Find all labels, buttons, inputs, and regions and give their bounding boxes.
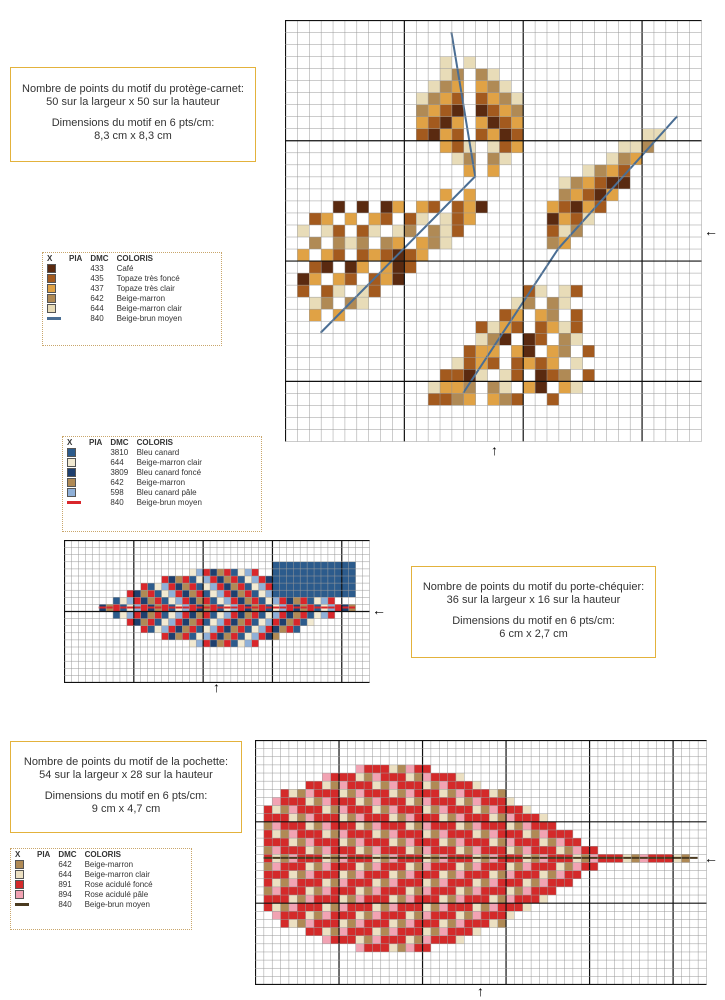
legend-swatch bbox=[11, 880, 33, 890]
chart2-arrow-right: ← bbox=[372, 602, 386, 618]
motif3-dim-line2: 9 cm x 4,7 cm bbox=[91, 803, 161, 815]
legend-pia bbox=[33, 860, 54, 870]
color-swatch bbox=[15, 870, 24, 879]
legend-row bbox=[63, 488, 206, 498]
legend-swatch bbox=[43, 304, 65, 314]
motif3-count-line2: 54 sur la largeur x 28 sur la hauteur bbox=[39, 769, 213, 781]
motif1-info bbox=[10, 67, 256, 162]
legend-pia bbox=[65, 264, 86, 274]
legend-swatch bbox=[63, 448, 85, 458]
legend-row bbox=[43, 314, 186, 324]
legend-dmc: 642 bbox=[58, 860, 72, 869]
legend-pia bbox=[65, 304, 86, 314]
grid-lines bbox=[64, 540, 370, 683]
motif3-count-line1: Nombre de points du motif de la pochette: bbox=[23, 756, 229, 768]
legend-row bbox=[43, 284, 186, 294]
legend-pia bbox=[65, 294, 86, 304]
legend-coloris: Beige-marron clair bbox=[116, 304, 182, 313]
color-swatch bbox=[67, 488, 76, 497]
legend-pia bbox=[85, 468, 106, 478]
legend-pia bbox=[85, 488, 106, 498]
motif1-dim-line1: Dimensions du motif en 6 pts/cm: bbox=[51, 117, 215, 129]
chart1-pattern-grid bbox=[285, 20, 702, 442]
chart2-pattern-grid bbox=[64, 540, 370, 683]
chart3-pattern-grid bbox=[255, 740, 707, 985]
legend-dmc: 3810 bbox=[110, 448, 129, 457]
legend-dmc: 433 bbox=[90, 264, 104, 273]
legend-dmc: 644 bbox=[58, 870, 72, 879]
chart2-arrow-bottom: ↑ bbox=[213, 679, 220, 695]
legend-swatch bbox=[43, 284, 65, 294]
legend-pia bbox=[33, 890, 54, 900]
motif3-info bbox=[10, 741, 242, 833]
color-swatch bbox=[15, 860, 24, 869]
legend-dmc: 840 bbox=[58, 900, 72, 909]
legend-pia bbox=[65, 284, 86, 294]
legend-coloris: Beige-marron clair bbox=[136, 458, 202, 467]
legend-dmc: 891 bbox=[58, 880, 72, 889]
legend2-body bbox=[63, 448, 206, 508]
legend-coloris: Topaze très foncé bbox=[116, 274, 180, 283]
color-swatch bbox=[47, 294, 56, 303]
legend-row bbox=[63, 468, 206, 478]
chart1-stitches bbox=[297, 57, 665, 406]
legend-row bbox=[11, 870, 157, 880]
motif1-count-line1: Nombre de points du motif du protège-carnet: bbox=[22, 83, 244, 95]
legend-row bbox=[11, 880, 157, 890]
legend1 bbox=[42, 252, 222, 346]
legend-row bbox=[63, 498, 206, 508]
legend-swatch bbox=[63, 468, 85, 478]
legend-dmc: 840 bbox=[90, 314, 104, 323]
legend-coloris: Beige-marron bbox=[116, 294, 166, 303]
chart1-arrow-right: ← bbox=[704, 223, 718, 239]
color-swatch bbox=[47, 284, 56, 293]
legend-row bbox=[63, 448, 206, 458]
legend-row bbox=[43, 274, 186, 284]
motif2-dim-line1: Dimensions du motif en 6 pts/cm: bbox=[452, 615, 615, 627]
legend-pia bbox=[33, 870, 54, 880]
legend-swatch bbox=[43, 314, 65, 324]
legend-row bbox=[63, 478, 206, 488]
legend-swatch bbox=[11, 860, 33, 870]
color-swatch bbox=[67, 458, 76, 467]
legend-dmc: 644 bbox=[110, 458, 124, 467]
color-swatch bbox=[47, 304, 56, 313]
color-swatch bbox=[15, 890, 24, 899]
legend-coloris: Café bbox=[116, 264, 134, 273]
legend3-header-x: X bbox=[15, 850, 21, 859]
legend3-header-dmc: DMC bbox=[58, 850, 77, 859]
motif1-count-line2: 50 sur la largeur x 50 sur la hauteur bbox=[46, 96, 220, 108]
legend-row bbox=[11, 860, 157, 870]
legend-row bbox=[63, 458, 206, 468]
legend-coloris: Beige-marron bbox=[136, 478, 186, 487]
legend-row bbox=[11, 890, 157, 900]
color-swatch bbox=[67, 478, 76, 487]
motif2-count-line1: Nombre de points du motif du porte-chéquier: bbox=[422, 581, 645, 593]
legend-pia bbox=[85, 458, 106, 468]
legend2 bbox=[62, 436, 262, 532]
legend-coloris: Beige-brun moyen bbox=[136, 498, 202, 507]
legend-dmc: 3809 bbox=[110, 468, 129, 477]
legend2-header-pia: PIA bbox=[89, 438, 103, 447]
legend1-header-dmc: DMC bbox=[90, 254, 109, 263]
legend-pia bbox=[65, 274, 86, 284]
legend-row bbox=[43, 304, 186, 314]
legend-pia bbox=[65, 314, 86, 324]
legend-swatch bbox=[43, 274, 65, 284]
legend-dmc: 642 bbox=[110, 478, 124, 487]
legend-coloris: Beige-marron clair bbox=[84, 870, 150, 879]
legend-coloris: Topaze très clair bbox=[116, 284, 175, 293]
legend3-body bbox=[11, 860, 157, 910]
color-swatch bbox=[67, 448, 76, 457]
legend3 bbox=[10, 848, 192, 930]
legend-swatch bbox=[43, 294, 65, 304]
chart1-arrow-bottom: ↑ bbox=[491, 442, 498, 458]
motif3-dim-line1: Dimensions du motif en 6 pts/cm: bbox=[44, 790, 208, 802]
legend-swatch bbox=[63, 478, 85, 488]
legend2-header-dmc: DMC bbox=[110, 438, 129, 447]
color-swatch bbox=[47, 264, 56, 273]
legend-pia bbox=[33, 880, 54, 890]
legend-swatch bbox=[63, 488, 85, 498]
legend-pia bbox=[85, 448, 106, 458]
legend-swatch bbox=[63, 498, 85, 508]
legend-dmc: 894 bbox=[58, 890, 72, 899]
legend-dmc: 840 bbox=[110, 498, 124, 507]
color-swatch bbox=[67, 468, 76, 477]
legend-coloris: Bleu canard bbox=[136, 448, 180, 457]
legend-swatch bbox=[43, 264, 65, 274]
legend-row bbox=[43, 294, 186, 304]
legend-dmc: 642 bbox=[90, 294, 104, 303]
legend1-header-pia: PIA bbox=[69, 254, 83, 263]
legend-dmc: 437 bbox=[90, 284, 104, 293]
legend3-header-pia: PIA bbox=[37, 850, 51, 859]
legend-swatch bbox=[11, 890, 33, 900]
legend2-header-coloris: COLORIS bbox=[136, 438, 174, 447]
backstitch-line-swatch bbox=[67, 501, 81, 504]
legend-coloris: Rose acidulé pâle bbox=[84, 890, 149, 899]
legend1-header-x: X bbox=[47, 254, 53, 263]
color-swatch bbox=[15, 880, 24, 889]
legend2-header-x: X bbox=[67, 438, 73, 447]
backstitch-line-swatch bbox=[15, 903, 29, 906]
color-swatch bbox=[47, 274, 56, 283]
legend1-body bbox=[43, 264, 186, 324]
backstitch-line-swatch bbox=[47, 317, 61, 320]
legend-row bbox=[43, 264, 186, 274]
motif2-info bbox=[411, 566, 656, 658]
motif1-dim-line2: 8,3 cm x 8,3 cm bbox=[94, 130, 172, 142]
legend-pia bbox=[33, 900, 54, 910]
legend-dmc: 644 bbox=[90, 304, 104, 313]
legend-coloris: Beige-marron bbox=[84, 860, 134, 869]
legend-row bbox=[11, 900, 157, 910]
legend-coloris: Beige-brun moyen bbox=[84, 900, 150, 909]
motif2-count-line2: 36 sur la largeur x 16 sur la hauteur bbox=[446, 594, 621, 606]
legend-dmc: 598 bbox=[110, 488, 124, 497]
legend-coloris: Bleu canard foncé bbox=[136, 468, 202, 477]
legend-coloris: Beige-brun moyen bbox=[116, 314, 182, 323]
legend-coloris: Bleu canard pâle bbox=[136, 488, 197, 497]
legend-coloris: Rose acidulé foncé bbox=[84, 880, 153, 889]
legend1-header-coloris: COLORIS bbox=[116, 254, 154, 263]
legend-pia bbox=[85, 478, 106, 488]
legend-dmc: 435 bbox=[90, 274, 104, 283]
motif2-dim-line2: 6 cm x 2,7 cm bbox=[499, 628, 568, 640]
chart3-arrow-bottom: ↑ bbox=[477, 983, 484, 999]
legend-swatch bbox=[11, 900, 33, 910]
legend-swatch bbox=[11, 870, 33, 880]
legend-pia bbox=[85, 498, 106, 508]
legend-swatch bbox=[63, 458, 85, 468]
chart3-arrow-right: ← bbox=[704, 850, 718, 866]
legend3-header-coloris: COLORIS bbox=[84, 850, 122, 859]
